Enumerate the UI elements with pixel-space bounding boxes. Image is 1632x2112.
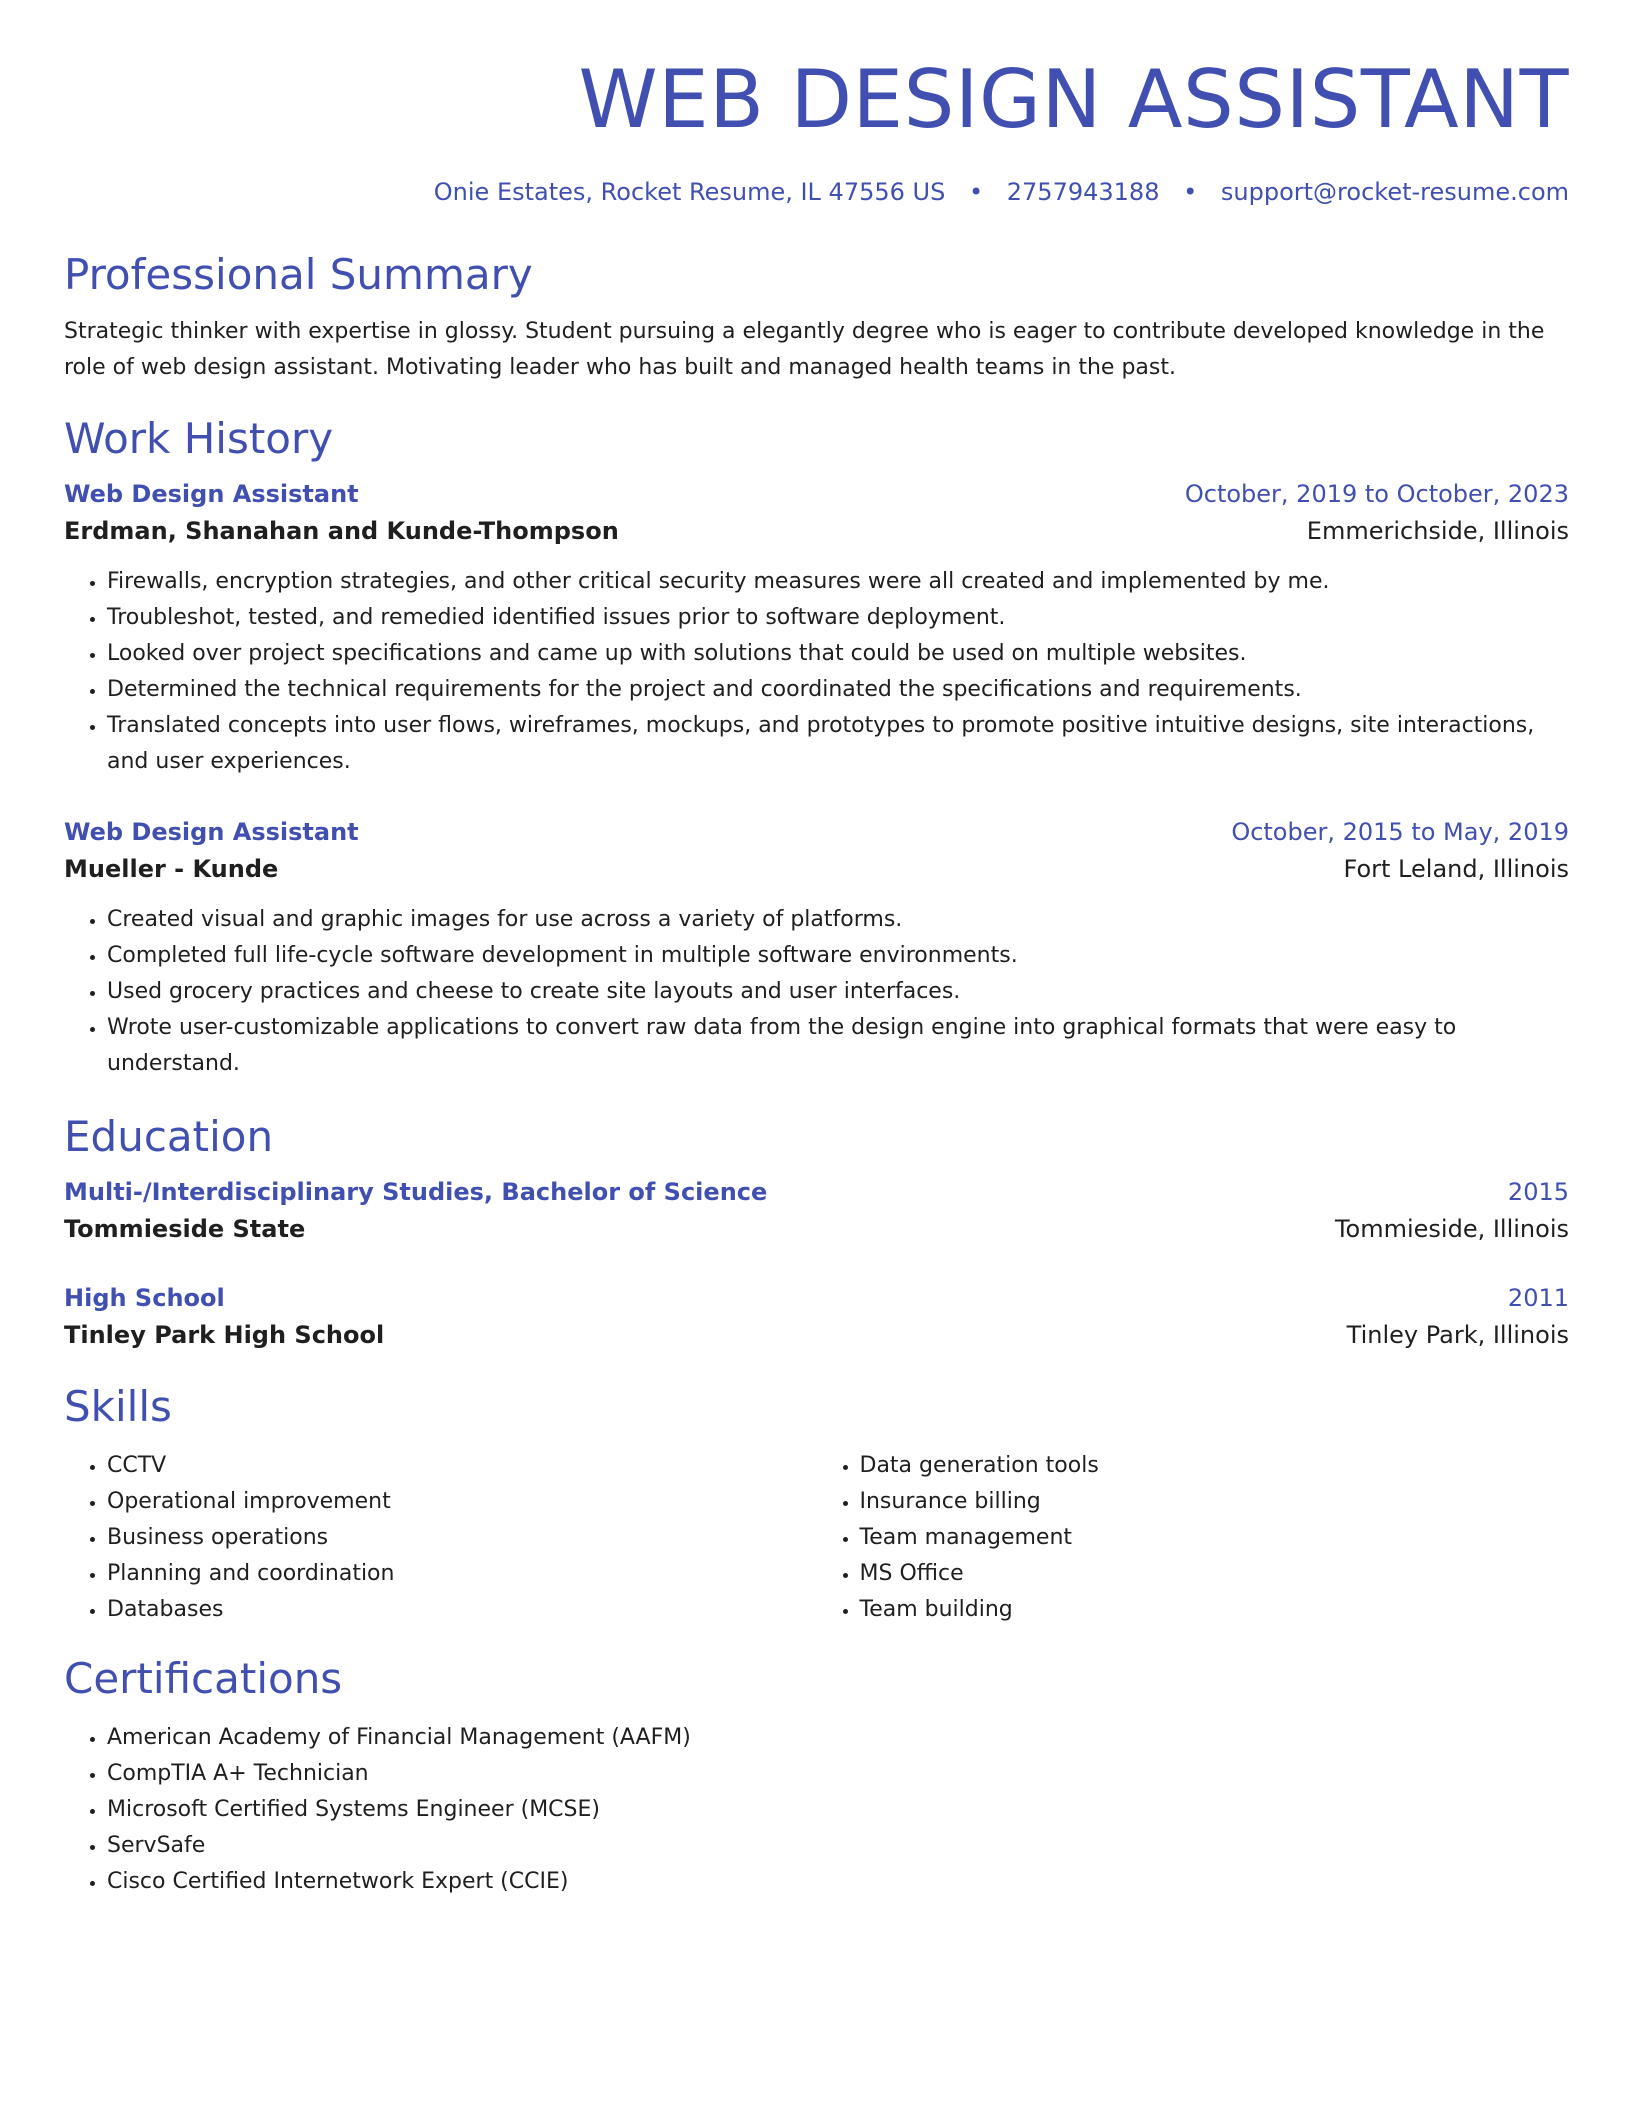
skills-section bbox=[64, 1380, 1569, 1628]
education-school: Tinley Park High School bbox=[64, 1321, 385, 1349]
education-location: Tinley Park, Illinois bbox=[1346, 1321, 1569, 1349]
job-dates: October, 2015 to May, 2019 bbox=[1231, 818, 1569, 846]
skill-item: • Planning and coordination bbox=[107, 1556, 817, 1592]
skill-item: • Insurance billing bbox=[860, 1484, 1570, 1520]
skill-item: • Business operations bbox=[107, 1520, 817, 1556]
job-role: Web Design Assistant bbox=[64, 480, 359, 508]
job-bullet: • Troubleshot, tested, and remedied identified issues prior to software deployment. bbox=[107, 600, 1569, 636]
job-company: Mueller - Kunde bbox=[64, 855, 279, 883]
education-header-row bbox=[64, 1174, 1569, 1210]
skills-list bbox=[817, 1448, 1570, 1628]
job-bullet: • Used grocery practices and cheese to create site layouts and user interfaces. bbox=[107, 974, 1569, 1010]
certification-item: • Cisco Certified Internetwork Expert (CCIE) bbox=[107, 1864, 1569, 1900]
job-location: Fort Leland, Illinois bbox=[1343, 855, 1569, 883]
contact-address: Onie Estates, Rocket Resume, IL 47556 US bbox=[433, 178, 946, 206]
job-company-row bbox=[64, 512, 1569, 550]
skills-grid bbox=[64, 1448, 1569, 1628]
job-bullets bbox=[64, 564, 1569, 780]
job-header-row bbox=[64, 476, 1569, 512]
skill-item: • Team building bbox=[860, 1592, 1570, 1628]
resume-header bbox=[64, 52, 1569, 208]
resume-title: WEB DESIGN ASSISTANT bbox=[578, 53, 1569, 146]
skills-list bbox=[64, 1448, 817, 1628]
education-year: 2011 bbox=[1507, 1284, 1569, 1312]
education-year: 2015 bbox=[1507, 1178, 1569, 1206]
contact-separator: • bbox=[968, 178, 984, 206]
section-title-education: Education bbox=[64, 1112, 274, 1161]
certifications-list bbox=[64, 1720, 1569, 1900]
education-location: Tommieside, Illinois bbox=[1334, 1215, 1569, 1243]
job-entry bbox=[64, 814, 1569, 1082]
skill-item: • Databases bbox=[107, 1592, 817, 1628]
skill-item: • MS Office bbox=[860, 1556, 1570, 1592]
certifications-section bbox=[64, 1652, 1569, 1900]
job-bullet: • Translated concepts into user flows, wireframes, mockups, and prototypes to promote positive intuitive designs, site interactions, and user experiences. bbox=[107, 708, 1569, 780]
certification-item: • American Academy of Financial Management (AAFM) bbox=[107, 1720, 1569, 1756]
skill-item: • Data generation tools bbox=[860, 1448, 1570, 1484]
job-bullet: • Created visual and graphic images for use across a variety of platforms. bbox=[107, 902, 1569, 938]
skills-column-left bbox=[64, 1448, 817, 1628]
section-title-skills: Skills bbox=[64, 1382, 172, 1431]
contact-line bbox=[64, 176, 1569, 208]
job-role: Web Design Assistant bbox=[64, 818, 359, 846]
education-entry bbox=[64, 1174, 1569, 1248]
contact-email[interactable]: support@rocket-resume.com bbox=[1220, 178, 1569, 206]
job-company-row bbox=[64, 850, 1569, 888]
job-bullet: • Firewalls, encryption strategies, and other critical security measures were all created and implemented by me. bbox=[107, 564, 1569, 600]
job-location: Emmerichside, Illinois bbox=[1306, 517, 1569, 545]
skill-item: • Team management bbox=[860, 1520, 1570, 1556]
education-school-row bbox=[64, 1316, 1569, 1354]
section-title-summary: Professional Summary bbox=[64, 250, 533, 299]
job-bullet: • Looked over project specifications and came up with solutions that could be used on multiple websites. bbox=[107, 636, 1569, 672]
job-bullet: • Completed full life-cycle software development in multiple software environments. bbox=[107, 938, 1569, 974]
job-bullet: • Wrote user-customizable applications to convert raw data from the design engine into graphical formats that were easy to understand. bbox=[107, 1010, 1569, 1082]
education-school: Tommieside State bbox=[64, 1215, 306, 1243]
section-title-certifications: Certifications bbox=[64, 1654, 343, 1703]
skill-item: • Operational improvement bbox=[107, 1484, 817, 1520]
job-header-row bbox=[64, 814, 1569, 850]
job-bullets bbox=[64, 902, 1569, 1082]
summary-text: Strategic thinker with expertise in glossy. Student pursuing a elegantly degree who is eager to contribute developed knowledge in the role of web design assistant. Motivating leader who has built and managed health teams in the past. bbox=[64, 319, 1545, 380]
job-entry bbox=[64, 476, 1569, 780]
education-degree: Multi-/Interdisciplinary Studies, Bachelor of Science bbox=[64, 1178, 768, 1206]
skills-column-right bbox=[817, 1448, 1570, 1628]
education-header-row bbox=[64, 1280, 1569, 1316]
education-school-row bbox=[64, 1210, 1569, 1248]
skill-item: • CCTV bbox=[107, 1448, 817, 1484]
job-company: Erdman, Shanahan and Kunde-Thompson bbox=[64, 517, 619, 545]
section-title-work-history: Work History bbox=[64, 414, 334, 463]
work-history-section bbox=[64, 412, 1569, 1082]
education-section bbox=[64, 1110, 1569, 1354]
certification-item: • ServSafe bbox=[107, 1828, 1569, 1864]
certification-item: • Microsoft Certified Systems Engineer (MCSE) bbox=[107, 1792, 1569, 1828]
education-degree: High School bbox=[64, 1284, 225, 1312]
job-bullet: • Determined the technical requirements for the project and coordinated the specifications and requirements. bbox=[107, 672, 1569, 708]
certification-item: • CompTIA A+ Technician bbox=[107, 1756, 1569, 1792]
contact-separator: • bbox=[1183, 178, 1198, 206]
job-dates: October, 2019 to October, 2023 bbox=[1184, 480, 1569, 508]
education-entry bbox=[64, 1280, 1569, 1354]
contact-phone: 2757943188 bbox=[1006, 178, 1160, 206]
summary-section bbox=[64, 248, 1569, 386]
